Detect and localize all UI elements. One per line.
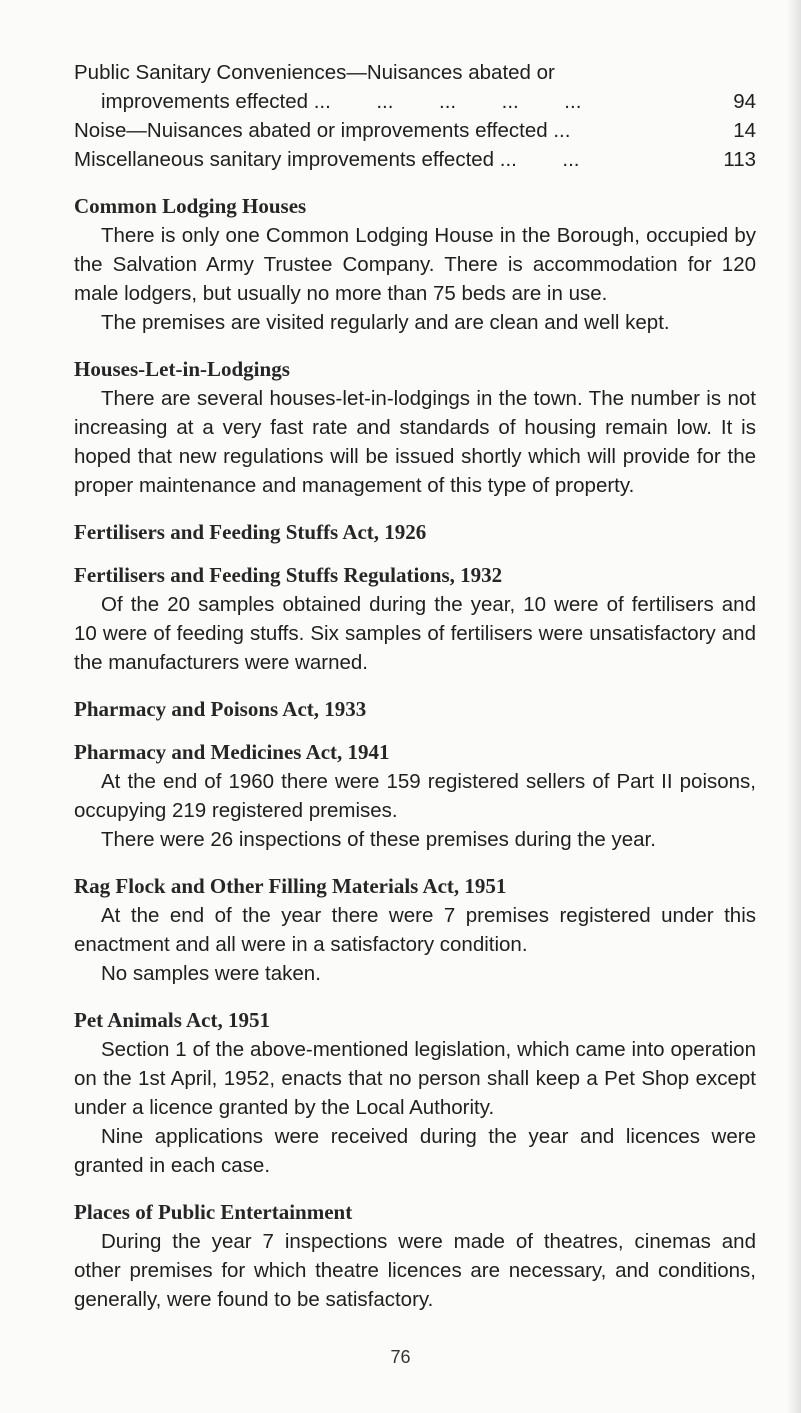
- paragraph: At the end of the year there were 7 premises registered under this enactment and all were in a satisfactory condition.: [74, 904, 756, 956]
- stat-row-1-label: improvements effected ... ... ... ... ...: [101, 90, 582, 113]
- section-pet-animals: [74, 1006, 756, 1180]
- section-heading: Fertilisers and Feeding Stuffs Act, 1926: [74, 520, 427, 544]
- paragraph: During the year 7 inspections were made of theatres, cinemas and other premises for which theatre licences are necessary, and conditions, generally, were found to be satisfactory.: [74, 1230, 756, 1311]
- stat-line-1-label: Public Sanitary Conveniences—Nuisances abated or: [74, 61, 555, 84]
- page-number: 76: [390, 1347, 411, 1367]
- stat-row-1: [74, 87, 756, 116]
- page-edge-shadow: [787, 0, 801, 1413]
- section-heading: Pharmacy and Poisons Act, 1933: [74, 697, 367, 721]
- section-pharmacy: [74, 695, 756, 854]
- section-rag-flock: [74, 872, 756, 988]
- paragraph: There are several houses-let-in-lodgings in the town. The number is not increasing at a very fast rate and standards of housing remain low. It is hoped that new regulations will be issued shortly which will provide for the proper maintenance and management of this type of property.: [74, 387, 756, 497]
- section-common-lodging: [74, 192, 756, 337]
- paragraph: The premises are visited regularly and are clean and well kept.: [101, 311, 670, 334]
- paragraph: At the end of 1960 there were 159 registered sellers of Part II poisons, occupying 219 registered premises.: [74, 770, 756, 822]
- section-heading: Houses-Let-in-Lodgings: [74, 357, 290, 381]
- paragraph: There is only one Common Lodging House in the Borough, occupied by the Salvation Army Trustee Company. There is accommodation for 120 male lodgers, but usually no more than 75 beds are in use.: [74, 224, 756, 305]
- section-houses-let: [74, 355, 756, 500]
- section-public-entertainment: [74, 1198, 756, 1314]
- stats-block: [74, 58, 756, 174]
- section-heading: Pet Animals Act, 1951: [74, 1008, 270, 1032]
- paragraph: Section 1 of the above-mentioned legislation, which came into operation on the 1st April, 1952, enacts that no person shall keep a Pet Shop except under a licence granted by the Local Authority.: [74, 1038, 756, 1119]
- section-subheading: Fertilisers and Feeding Stuffs Regulations, 1932: [74, 563, 503, 587]
- paragraph: Nine applications were received during the year and licences were granted in each case.: [74, 1125, 756, 1177]
- stat-row-3-label: Miscellaneous sanitary improvements effected ... ...: [74, 148, 580, 171]
- section-heading: Places of Public Entertainment: [74, 1200, 353, 1224]
- section-heading: Rag Flock and Other Filling Materials Act, 1951: [74, 874, 507, 898]
- stat-row-2: [74, 116, 756, 145]
- paragraph: Of the 20 samples obtained during the year, 10 were of fertilisers and 10 were of feeding stuffs. Six samples of fertilisers were unsatisfactory and the manufacturers were warned.: [74, 593, 756, 674]
- stat-row-2-label: Noise—Nuisances abated or improvements effected ...: [74, 119, 571, 142]
- paragraph: There were 26 inspections of these premises during the year.: [101, 828, 656, 851]
- report-body: [74, 58, 756, 1314]
- paragraph: No samples were taken.: [101, 962, 321, 985]
- section-subheading: Pharmacy and Medicines Act, 1941: [74, 740, 390, 764]
- stat-row-1-value: 94: [733, 90, 756, 113]
- section-fertilisers: [74, 518, 756, 677]
- stat-row-3: [74, 145, 756, 174]
- section-heading: Common Lodging Houses: [74, 194, 307, 218]
- stat-row-3-value: 113: [723, 148, 756, 171]
- stat-row-2-value: 14: [733, 119, 756, 142]
